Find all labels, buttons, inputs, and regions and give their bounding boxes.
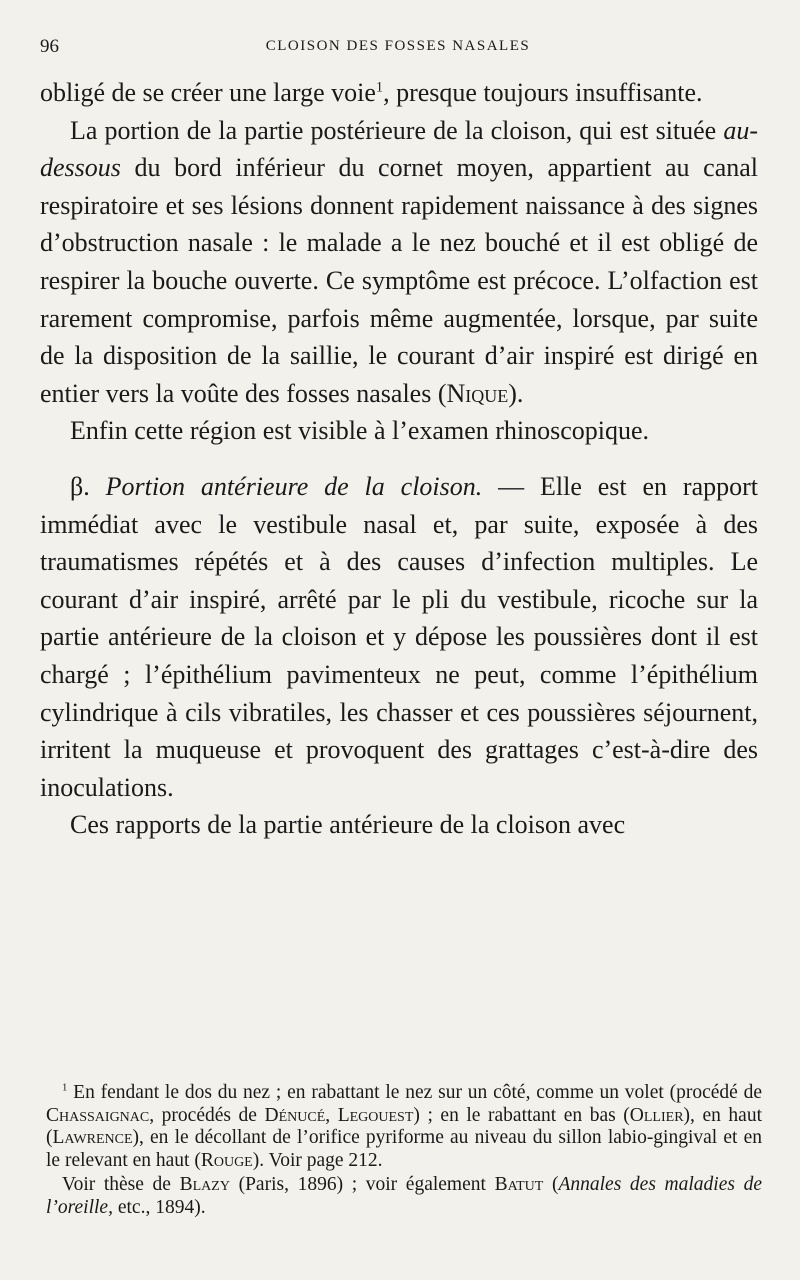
body-text	[40, 74, 758, 844]
page-header	[40, 36, 756, 58]
footnote-1: $^1$ En fendant le dos du nez ; en rabattant le nez sur un côté, comme un volet (procédé de Chassaignac, procédés de Dénucé, Legouest) ; en le rabattant en bas (Ollier), en haut (Lawrence), en le décollant de l’orifice pyriforme au niveau du sillon labio-gingival et en le relevant en haut (Rouge). Voir page 212.	[46, 1081, 763, 1171]
page-number: 96	[40, 36, 59, 57]
paragraph-continued: obligé de se créer une large voie$^1$, presque toujours insuffisante.	[40, 78, 703, 107]
running-title: CLOISON DES FOSSES NASALES	[265, 38, 531, 54]
section-heading: Portion antérieure de la cloison.	[105, 471, 483, 501]
section-label: β.	[70, 471, 106, 501]
paragraph-posterior-portion: La portion de la partie postérieure de la cloison, qui est située au-dessous du bord inférieur du cornet moyen, appartient au canal respiratoire et ses lésions donnent rapidement naissance à des signes d’obstruction nasale : le malade a le nez bouché et il est obligé de respirer la bouche ouverte. Ce symptôme est précoce. L’olfaction est rarement compromise, parfois même augmentée, lorsque, par suite de la disposition de la saillie, le courant d’air inspiré est dirigé en entier vers la voûte des fosses nasales (Nique).	[40, 115, 758, 408]
footnote-ref: 1	[375, 79, 384, 96]
paragraph-final: Ces rapports de la partie antérieure de la cloison avec	[70, 810, 626, 840]
footnote-2: Voir thèse de Blazy (Paris, 1896) ; voir également Batut (Annales des maladies de l’oreille, etc., 1894).	[46, 1174, 762, 1218]
footnote-mark: 1	[62, 1081, 68, 1094]
paragraph-anterior-portion: β. Portion antérieure de la cloison. — Elle est en rapport immédiat avec le vestibule nasal et, par suite, exposée à des traumatismes répétés et à des causes d’infection multiples. Le courant d’air inspiré, arrêté par le pli du vestibule, ricoche sur la partie antérieure de la cloison et y dépose les poussières dont il est chargé ; l’épithélium pavimenteux ne peut, comme l’épithélium cylindrique à cils vibratiles, les chasser et ces poussières séjournent, irritent la muqueuse et provoquent des grattages c’est-à-dire des inoculations.	[40, 471, 759, 802]
footnotes	[46, 1082, 762, 1219]
paragraph-rhinoscopic: Enfin cette région est visible à l’examen rhinoscopique.	[70, 416, 650, 446]
